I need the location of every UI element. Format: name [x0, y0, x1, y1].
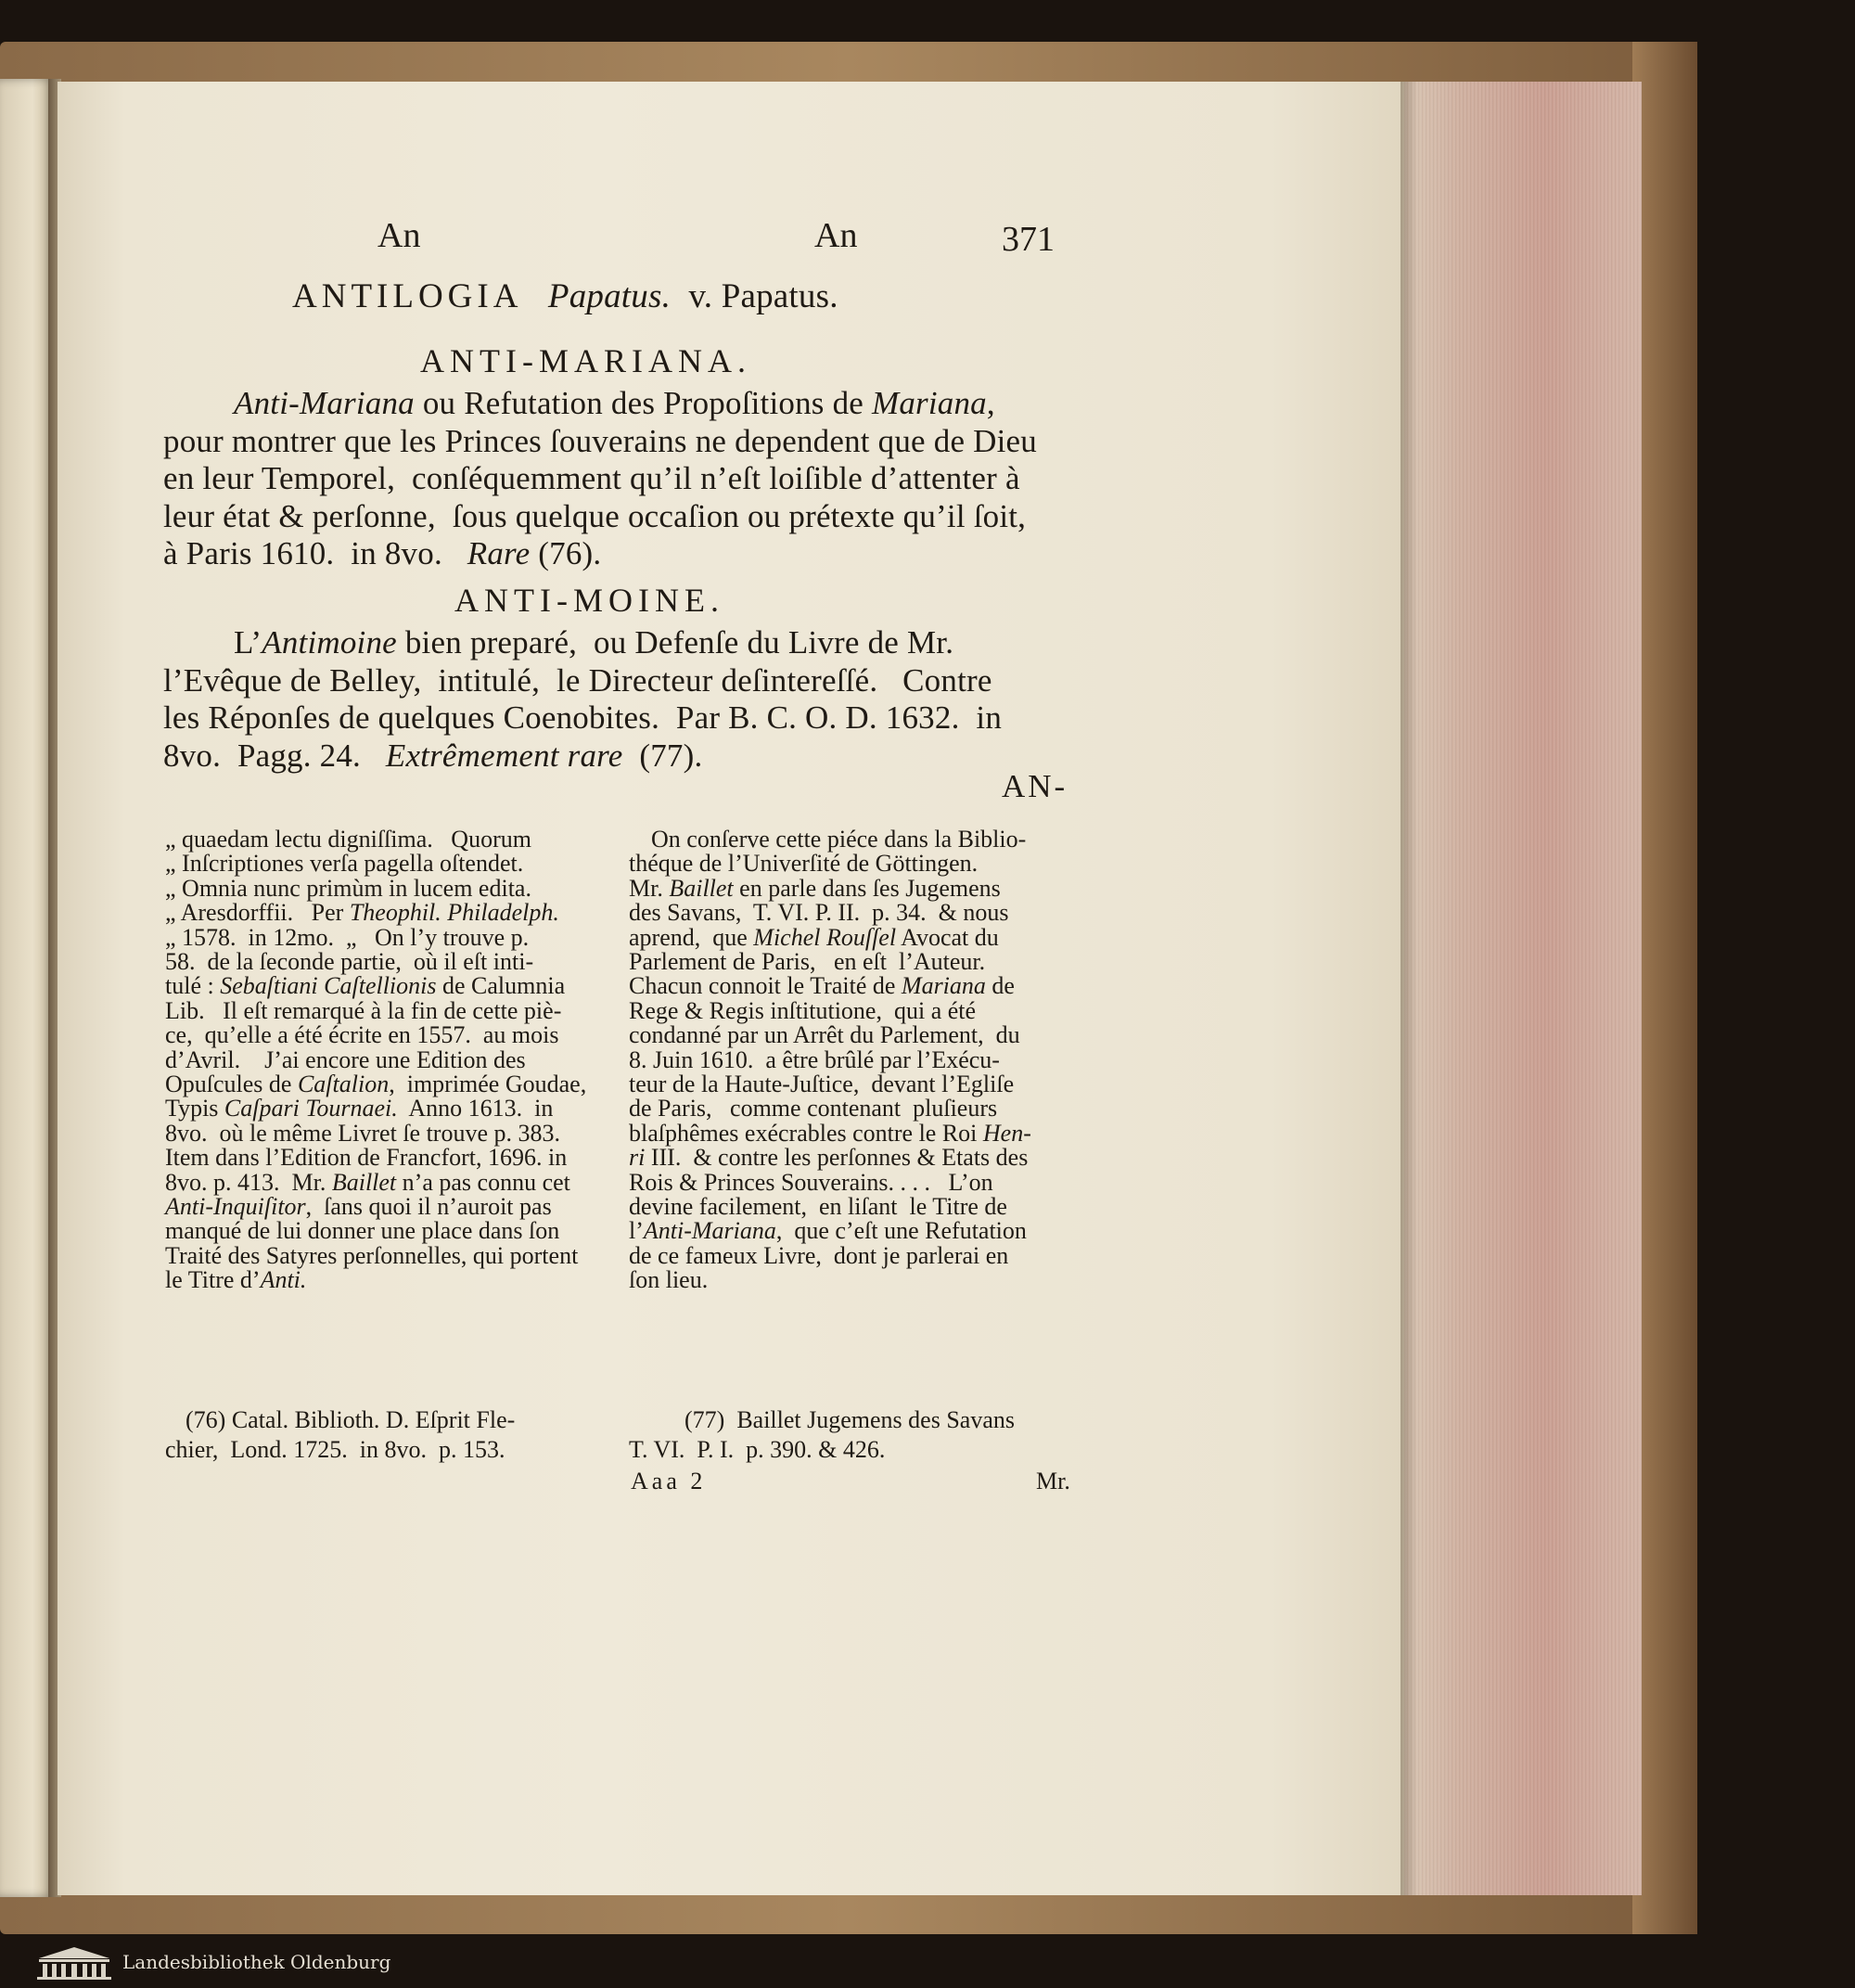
page-block-fore-edge	[1401, 82, 1642, 1895]
italic-segment: Michel Rouſſel	[753, 923, 897, 951]
book-spine-edge	[1632, 42, 1697, 1934]
footnote-line: (76) Catal. Biblioth. D. Eſprit Fle-	[186, 1406, 516, 1433]
italic-segment: Caſpari Tournaei.	[224, 1095, 398, 1122]
catchword-bottom: Mr.	[1036, 1468, 1070, 1494]
text-segment: Item dans l’Edition de Francfort, 1696. in	[165, 1144, 568, 1172]
text-segment: Chacun connoit le Traité de	[629, 972, 902, 1000]
text-segment: théque de l’Univerſité de Göttingen.	[629, 850, 979, 878]
text-segment: manqué de lui donner une place dans ſon	[165, 1217, 560, 1245]
fore-edge-shadow	[1401, 82, 1417, 1895]
text-segment: de Calumnia	[436, 972, 566, 1000]
italic-segment: Theophil. Philadelph.	[349, 899, 559, 927]
text-segment: „ 1578. in 12mo. „ On l’y trouve p.	[165, 923, 530, 951]
italic-segment: Mariana	[901, 972, 986, 1000]
text-segment: III. & contre les perſonnes & Etats des	[645, 1144, 1029, 1172]
italic-segment: Extrêmement rare	[385, 737, 623, 774]
italic-segment: Sebaſtiani Caſtellionis	[220, 972, 437, 1000]
text-segment: de	[985, 972, 1015, 1000]
text-segment: 8. Juin 1610. a être brûlé par l’Exécu-	[629, 1045, 1000, 1073]
text-segment: en parle dans ſes Jugemens	[733, 874, 1001, 902]
moine-line	[163, 699, 1002, 737]
column-line	[629, 1266, 708, 1294]
text-segment: de Paris, comme contenant pluſieurs	[629, 1095, 998, 1122]
text-segment: devine facilement, en liſant le Titre de	[629, 1193, 1007, 1220]
text-segment: Rege & Regis inſtitutione, qui a été	[629, 996, 977, 1024]
mariana-line	[234, 385, 995, 422]
library-name: Landesbibliothek Oldenburg	[122, 1951, 391, 1973]
text-segment: Traité des Satyres perſonnelles, qui portent	[165, 1241, 579, 1269]
text-segment: l’	[629, 1217, 644, 1245]
text-segment: „ Omnia nunc primùm in lucem edita.	[165, 874, 531, 902]
italic-segment: Antimoine	[262, 624, 397, 661]
mariana-line	[163, 423, 1037, 460]
entry-antilogia	[292, 276, 838, 316]
previous-page-edge	[0, 79, 54, 1897]
text-segment: ſon lieu.	[629, 1266, 709, 1294]
text-segment: On conſerve cette piéce dans la Biblio-	[651, 826, 1027, 853]
text-segment: (77).	[622, 737, 703, 774]
antilogia-title: ANTILOGIA	[292, 277, 523, 315]
text-segment: Anno 1613. in	[397, 1095, 554, 1122]
italic-segment: Anti.	[260, 1266, 307, 1294]
text-segment: bien preparé, ou Defenſe du Livre de Mr.	[396, 624, 954, 661]
signature-mark: Aaa 2	[631, 1468, 707, 1494]
italic-segment: Anti-Mariana	[234, 385, 415, 421]
italic-segment: Anti-Mariana	[643, 1217, 776, 1245]
footnote-line: T. VI. P. I. p. 390. & 426.	[629, 1436, 886, 1463]
text-segment: „ Aresdorffii. Per	[165, 899, 350, 927]
italic-segment: Baillet	[669, 874, 734, 902]
text-segment: pour montrer que les Princes ſouverains ne dependent que de Dieu	[163, 422, 1037, 459]
section-title-anti-mariana: ANTI-MARIANA.	[420, 342, 751, 379]
text-segment: Mr.	[629, 874, 670, 902]
text-segment: Parlement de Paris, en eſt l’Auteur.	[629, 948, 986, 975]
running-head-center: An	[814, 216, 858, 255]
text-segment: en leur Temporel, conſéquemment qu’il n’eſt loiſible d’attenter à	[163, 460, 1020, 496]
text-segment: Rois & Princes Souverains. . . . L’on	[629, 1168, 993, 1196]
italic-segment: Mariana	[871, 385, 987, 421]
column-line	[165, 1266, 306, 1294]
text-segment: condanné par un Arrêt du Parlement, du	[629, 1021, 1020, 1049]
text-segment: 8vo. où le même Livret ſe trouve p. 383.	[165, 1119, 561, 1147]
italic-segment: Hen-	[982, 1119, 1031, 1147]
italic-segment: Anti-Inquiſitor	[165, 1193, 306, 1220]
section-title-anti-moine: ANTI-MOINE.	[454, 582, 724, 619]
text-segment: , que c’eſt une Refutation	[775, 1217, 1027, 1245]
text-segment: „ quaedam lectu digniſſima. Quorum	[165, 826, 531, 853]
text-segment: d’Avril. J’ai encore une Edition des	[165, 1045, 526, 1073]
antilogia-rest: v. Papatus.	[688, 277, 838, 315]
text-segment: Avocat du	[896, 923, 999, 951]
text-segment: L’	[234, 624, 262, 661]
text-segment: Lib. Il eſt remarqué à la fin de cette piè-	[165, 996, 562, 1024]
italic-segment: Rare	[467, 535, 531, 571]
italic-segment: Baillet	[331, 1168, 397, 1196]
text-segment: à Paris 1610. in 8vo.	[163, 535, 467, 571]
footnote-line: chier, Lond. 1725. in 8vo. p. 153.	[165, 1436, 505, 1463]
italic-segment: ri	[629, 1144, 646, 1172]
text-segment: Typis	[165, 1095, 224, 1122]
mariana-line	[163, 460, 1020, 497]
library-building-icon	[35, 1945, 113, 1981]
text-segment: aprend, que	[629, 923, 754, 951]
text-segment: l’Evêque de Belley, intitulé, le Directeur deſintereſſé. Contre	[163, 661, 992, 699]
text-segment: tulé :	[165, 972, 221, 1000]
page-number: 371	[1002, 220, 1055, 259]
text-segment: 8vo. Pagg. 24.	[163, 737, 386, 774]
text-segment: (76).	[530, 535, 602, 571]
text-segment: des Savans, T. VI. P. II. p. 34. & nous	[629, 899, 1009, 927]
text-segment: , ſans quoi il n’auroit pas	[305, 1193, 552, 1220]
text-segment: leur état & perſonne, ſous quelque occaſion ou prétexte qu’il ſoit,	[163, 497, 1027, 534]
text-segment: „ Inſcriptiones verſa pagella oſtendet.	[165, 850, 524, 878]
running-head-left: An	[377, 216, 421, 255]
text-segment: 8vo. p. 413. Mr.	[165, 1168, 332, 1196]
moine-line	[163, 737, 702, 775]
text-segment: Opuſcules de	[165, 1071, 298, 1097]
text-segment: teur de la Haute-Juſtice, devant l’Egliſe	[629, 1071, 1015, 1097]
text-segment: , imprimée Goudae,	[389, 1071, 587, 1097]
catchword-top: AN-	[1002, 768, 1068, 804]
text-segment: 58. de la ſeconde partie, où il eſt inti-	[165, 948, 534, 975]
text-segment: n’a pas connu cet	[396, 1168, 570, 1196]
text-segment: ou Refutation des Propoſitions de	[414, 385, 872, 421]
moine-line	[234, 624, 953, 661]
text-segment: ce, qu’elle a été écrite en 1557. au mois	[165, 1021, 559, 1049]
text-segment: de ce fameux Livre, dont je parlerai en	[629, 1241, 1009, 1269]
text-segment: le Titre d’	[165, 1266, 261, 1294]
italic-segment: Caſtalion	[297, 1071, 390, 1097]
text-segment: ,	[986, 385, 995, 421]
text-segment: les Réponſes de quelques Coenobites. Par B. C. O. D. 1632. in	[163, 699, 1003, 736]
antilogia-italic: Papatus.	[547, 277, 672, 315]
mariana-line	[163, 535, 601, 572]
mariana-line	[163, 498, 1026, 535]
footnote-line: (77) Baillet Jugemens des Savans	[684, 1406, 1015, 1433]
moine-line	[163, 662, 992, 699]
text-segment: blaſphêmes exécrables contre le Roi	[629, 1119, 983, 1147]
